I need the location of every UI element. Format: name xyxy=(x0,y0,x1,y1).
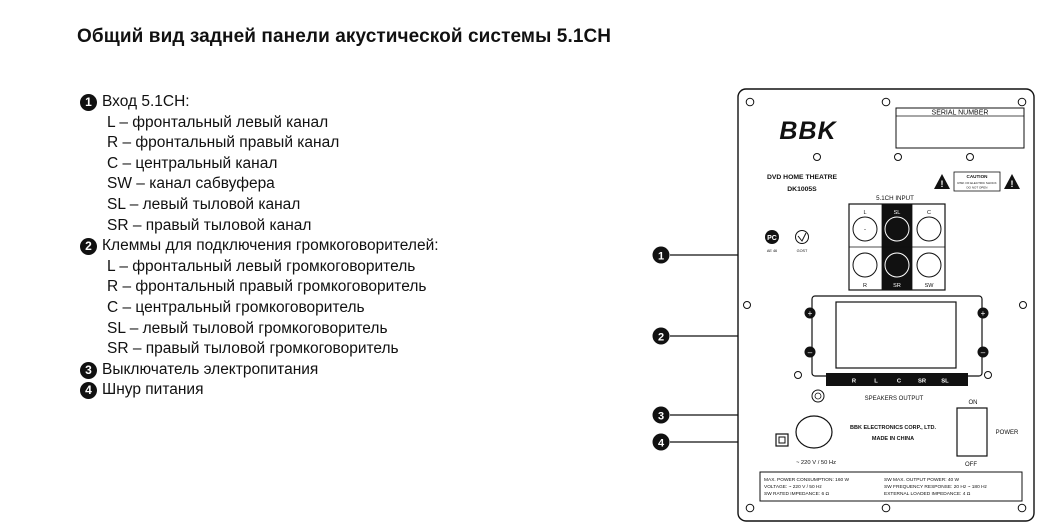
legend-subitem: L – фронтальный левый канал xyxy=(107,113,329,131)
cert-label: GOST xyxy=(796,249,808,253)
jack-label: SR xyxy=(893,283,901,289)
jack-label: L xyxy=(863,210,867,216)
callout-2 xyxy=(653,328,670,345)
callout-1 xyxy=(653,247,670,264)
legend-subitem: SR – правый тыловой громкоговоритель xyxy=(107,340,399,358)
legend-subitem: SL – левый тыловой громкоговоритель xyxy=(107,319,388,337)
speaker-terminal-window xyxy=(836,302,956,368)
legend-subitem: C – центральный канал xyxy=(107,154,278,172)
ground-screw-icon xyxy=(812,390,824,402)
caution-line2: DO NOT OPEN xyxy=(966,185,988,190)
brand-logo: BBK xyxy=(779,117,837,145)
legend-subitem: L – фронтальный левый громкоговоритель xyxy=(107,257,416,275)
callout-3 xyxy=(653,407,670,424)
model-line2: DK1005S xyxy=(787,186,817,193)
minus-terminal-icon xyxy=(805,347,816,358)
jack-label: R xyxy=(863,283,867,289)
serial-number-label: SERIAL NUMBER xyxy=(931,109,989,117)
spec-line: SW FREQUENCY RESPONSE: 20 Hz ~ 180 Hz xyxy=(884,485,987,490)
svg-text:!: ! xyxy=(940,179,944,189)
callout-number: 3 xyxy=(657,410,665,423)
spec-line: EXTERNAL LOADED IMPEDANCE: 4 Ω xyxy=(884,492,971,497)
jack-c[interactable] xyxy=(917,217,941,241)
power-switch[interactable] xyxy=(957,408,987,456)
legend-subitem: SR – правый тыловой канал xyxy=(107,216,312,234)
speakers-output-label: SPEAKERS OUTPUT xyxy=(864,396,924,402)
speaker-label: SL xyxy=(941,378,949,385)
company-name: BBK ELECTRONICS CORP., LTD. xyxy=(850,425,936,431)
spec-line: SW RATED IMPEDANCE: 6 Ω xyxy=(764,492,830,497)
svg-text:-: - xyxy=(864,227,866,233)
plus-terminal-icon xyxy=(978,308,989,319)
svg-text:–: – xyxy=(980,348,986,357)
switch-off-label: OFF xyxy=(965,462,977,468)
jack-sw[interactable] xyxy=(917,253,941,277)
voltage-label: ~ 220 V / 50 Hz xyxy=(795,460,837,466)
legend-heading: Шнур питания xyxy=(102,381,204,399)
certification-icon xyxy=(765,230,779,244)
speaker-label: C xyxy=(896,378,902,385)
legend-subitem: SW – канал сабвуфера xyxy=(107,175,275,193)
legend-subitem: SL – левый тыловой канал xyxy=(107,195,301,213)
callout-number: 1 xyxy=(657,250,665,263)
number-badge: 4 xyxy=(80,382,97,399)
callout-number: 4 xyxy=(657,437,665,450)
switch-on-label: ON xyxy=(968,400,978,406)
double-insulation-icon xyxy=(776,434,788,446)
spec-line: VOLTAGE: ~ 220 V / 50 Hz xyxy=(764,485,822,490)
legend-heading: Выключатель электропитания xyxy=(102,360,319,378)
jack-label: SL xyxy=(893,210,901,216)
number-badge: 1 xyxy=(80,94,97,111)
jack-label: SW xyxy=(924,283,934,289)
legend-heading: Клеммы для подключения громкоговорителей: xyxy=(102,237,439,255)
caution-line1: RISK OF ELECTRIC SHOCK xyxy=(957,181,997,185)
speaker-label: R xyxy=(851,378,857,385)
jack-r[interactable] xyxy=(853,253,877,277)
made-in-label: MADE IN CHINA xyxy=(871,436,915,442)
spec-line: MAX. POWER CONSUMPTION: 160 W xyxy=(764,478,850,483)
minus-terminal-icon xyxy=(978,347,989,358)
speaker-label: SR xyxy=(917,378,927,385)
svg-text:!: ! xyxy=(1010,179,1014,189)
page-title: Общий вид задней панели акустической системы 5.1CH xyxy=(77,26,612,47)
legend-subitem: R – фронтальный правый канал xyxy=(107,134,340,152)
jack-sr[interactable] xyxy=(885,253,909,277)
legend-subitem: R – фронтальный правый громкоговоритель xyxy=(107,278,427,296)
legend-subitem: C – центральный громкоговоритель xyxy=(107,298,365,316)
cert-label: AE 46 xyxy=(766,249,778,253)
jack-label: C xyxy=(927,210,931,216)
caution-title: CAUTION xyxy=(966,174,988,179)
input-label: 5.1CH INPUT xyxy=(876,195,914,202)
power-label: POWER xyxy=(995,430,1019,436)
svg-text:PC: PC xyxy=(767,235,777,242)
spec-line: SW MAX. OUTPUT POWER: 40 W xyxy=(884,478,960,483)
jack-l[interactable] xyxy=(853,217,877,241)
plus-terminal-icon xyxy=(805,308,816,319)
gost-icon xyxy=(796,231,809,244)
callout-4 xyxy=(653,434,670,451)
svg-text:–: – xyxy=(807,348,813,357)
callout-number: 2 xyxy=(657,331,665,344)
legend-heading: Вход 5.1CH: xyxy=(102,93,190,110)
power-cord xyxy=(796,416,832,448)
jack-sl[interactable] xyxy=(885,217,909,241)
speaker-label: L xyxy=(874,378,878,385)
svg-text:+: + xyxy=(807,309,813,318)
number-badge: 3 xyxy=(80,362,97,379)
number-badge: 2 xyxy=(80,238,97,255)
svg-text:+: + xyxy=(980,309,986,318)
model-line1: DVD HOME THEATRE xyxy=(766,174,838,181)
